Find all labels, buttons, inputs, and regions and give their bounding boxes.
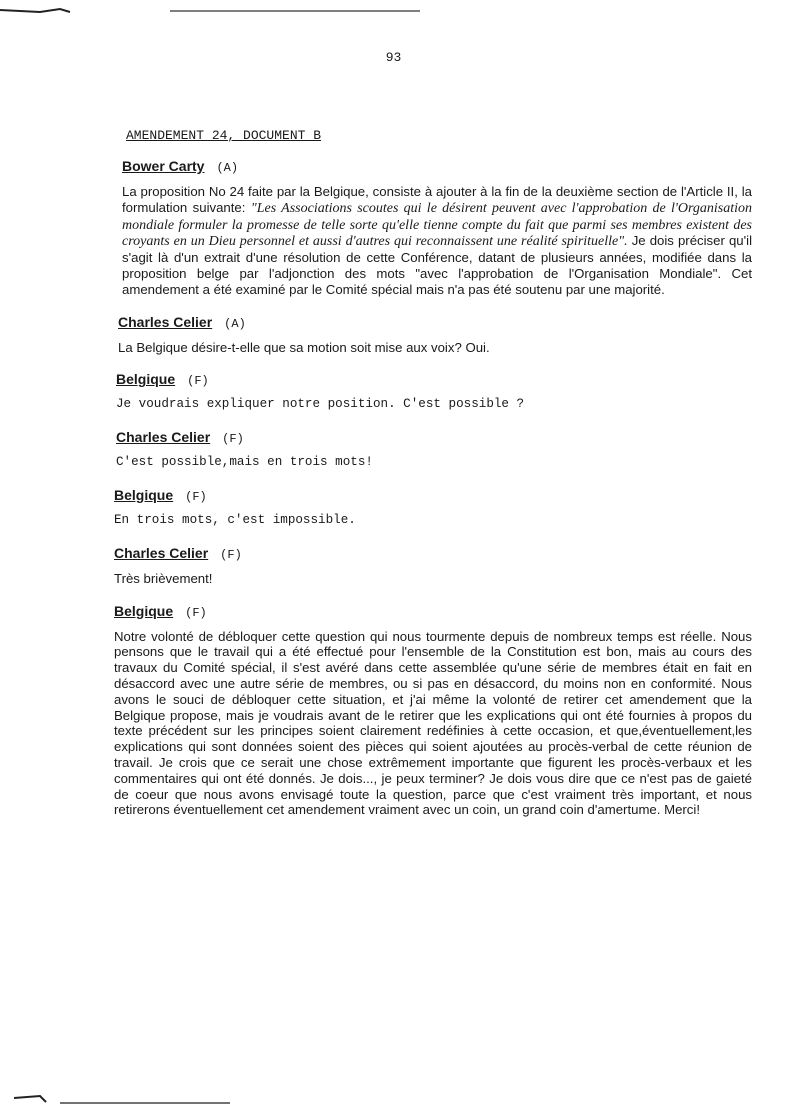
speech-text xyxy=(122,184,752,298)
speech-text: C'est possible,mais en trois mots! xyxy=(116,455,373,470)
speaker-line xyxy=(114,487,752,505)
speaker-line xyxy=(122,158,752,176)
speech-text-part: Je dois préciser qu'il s'agit là d'un extrait d'une résolution de cette Conférence, datant de plusieurs années, modifiée dans la proposition belge par l'adjonction des mots "avec l'approbation de l'Organisation Mondiale". Cet amendement a été examiné par le Comité spécial mais n'a pas été soutenu par une majorité. xyxy=(122,233,752,297)
quoted-amendment: "Les Associations scoutes qui le désirent peuvent avec l'approbation de l'Organisation mondiale formuler la promesse de telle sorte qu'elle tienne compte du fait que parmi ses membres existent des croyants en un Dieu personnel et aussi d'autres qui reconnaissent une réalité spirituelle". xyxy=(122,200,752,250)
language-tag: (A) xyxy=(224,316,246,331)
speaker-line xyxy=(118,314,752,332)
scan-edge-bottom xyxy=(0,1092,787,1106)
speaker-name: Charles Celier xyxy=(118,313,213,330)
language-tag: (A) xyxy=(216,161,239,175)
speaker-line xyxy=(114,603,752,621)
language-tag: (F) xyxy=(222,432,244,447)
language-tag: (F) xyxy=(187,374,209,389)
speaker-line xyxy=(114,545,752,563)
speech-text: Je voudrais expliquer notre position. C'est possible ? xyxy=(116,397,525,412)
speech-text: La Belgique désire-t-elle que sa motion soit mise aux voix? Oui. xyxy=(118,339,490,355)
speaker-name: Charles Celier xyxy=(116,429,211,446)
speaker-line xyxy=(116,371,752,389)
page-number: 93 xyxy=(385,50,402,65)
speaker-name: Charles Celier xyxy=(114,544,209,561)
transcript-body xyxy=(112,128,752,834)
scan-edge-top xyxy=(0,0,787,14)
speech-text-part: La proposition No 24 faite par la Belgique, consiste à ajouter à la fin de la deuxième section de l'Article II, la formulation suivante: xyxy=(122,184,752,215)
language-tag: (F) xyxy=(185,605,207,620)
speaker-name: Belgique xyxy=(114,602,174,619)
speech-text: Notre volonté de débloquer cette question qui nous tourmente depuis de nombreux temps est réelle. Nous pensons que le travail qui a été effectué pour l'ensemble de la Constitution est bon, mais au cours des travaux du Comité spécial, il s'est avéré dans cette assemblée qu'une série de membres était en fait en désaccord avec une autre série de membres, ou si pas en désaccord, du moins non en conformité. Nous avons le souci de débloquer cette situation, et j'ai même la volonté de retirer cet amendement que la Belgique propose, mais je voudrais avant de le retirer que les explications qui ont été fournies à propos du texte précédent sur les principes soient clairement redéfinies à cette occasion, et que,éventuellement,les explications qui sont données soient des pièces qui soient ajoutées au procès-verbal de cette réunion de travail. Je crois que ce serait une chose extrêmement importante que figurent les procès-verbaux et les commentaires qui ont été donnés. Je dois..., je peux terminer? Je dois vous dire que ce n'est pas de gaieté de coeur que nous avons envisagé toute la question, parce que c'est vraiment très important, et nous retirerons éventuellement cet amendement vraiment avec un coin, un grand coin d'amertume. Merci! xyxy=(114,628,752,818)
language-tag: (F) xyxy=(185,489,207,504)
speaker-name: Belgique xyxy=(114,486,174,503)
speaker-name: Bower Carty xyxy=(122,158,205,174)
speaker-name: Belgique xyxy=(116,371,176,388)
language-tag: (F) xyxy=(220,547,242,562)
speaker-line xyxy=(116,429,752,447)
section-heading: AMENDEMENT 24, DOCUMENT B xyxy=(126,128,322,143)
speech-text: En trois mots, c'est impossible. xyxy=(114,512,356,527)
speech-text: Très brièvement! xyxy=(114,570,213,586)
